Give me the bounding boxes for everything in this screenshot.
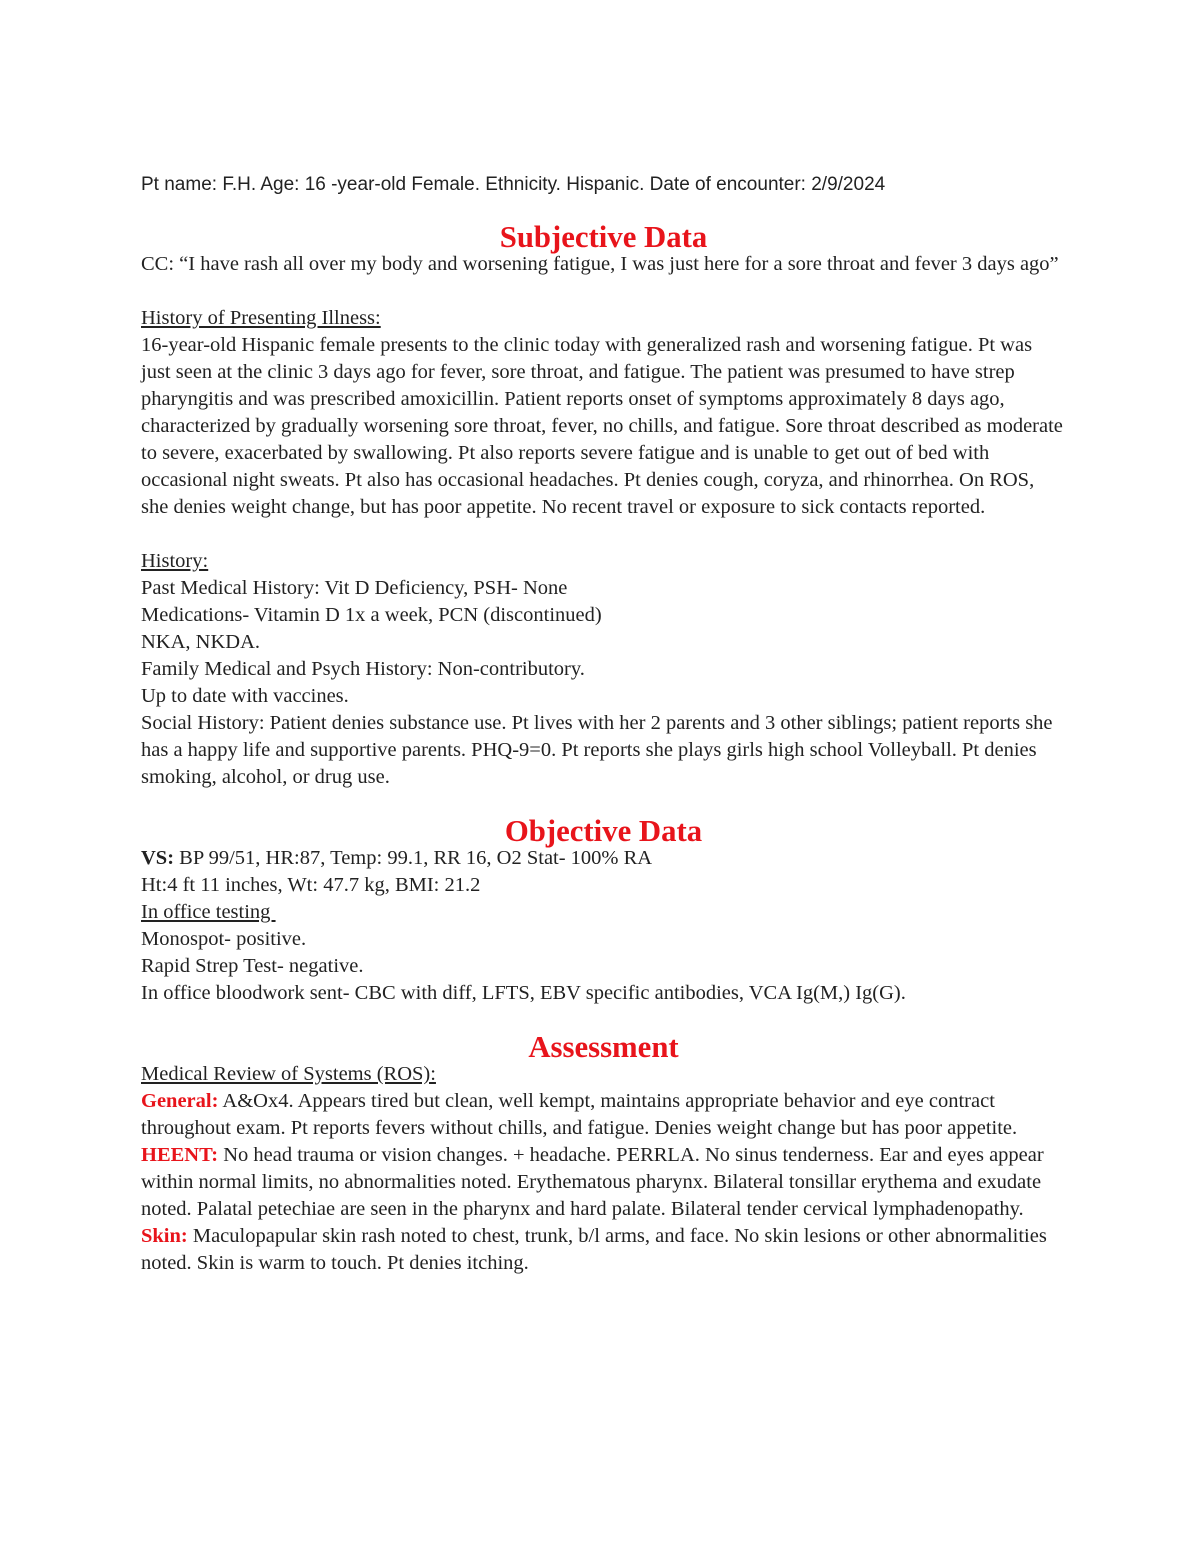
vs-text: BP 99/51, HR:87, Temp: 99.1, RR 16, O2 Stat- 100% RA: [174, 847, 653, 869]
assessment-heading: Assessment: [528, 1030, 679, 1064]
ros-skin: [141, 1223, 1066, 1277]
vital-signs: [141, 845, 1066, 872]
chief-complaint: CC: “I have rash all over my body and worsening fatigue, I was just here for a sore throat and fever 3 days ago”: [141, 253, 1059, 275]
test-bloodwork: In office bloodwork sent- CBC with diff, LFTS, EBV specific antibodies, VCA Ig(M,) Ig(G).: [141, 982, 906, 1004]
general-text: A&Ox4. Appears tired but clean, well kempt, maintains appropriate behavior and eye contract throughout exam. Pt reports fevers without chills, and fatigue. Denies weight change but has poor appetite.: [141, 1090, 1018, 1139]
general-label: General:: [141, 1090, 219, 1112]
vs-label: VS:: [141, 847, 175, 869]
testing-title: In office testing: [141, 901, 276, 923]
spacer: [141, 521, 1066, 548]
test-monospot: Monospot- positive.: [141, 928, 307, 950]
history-line-vaccines: Up to date with vaccines.: [141, 685, 349, 707]
hpi-text: 16-year-old Hispanic female presents to the clinic today with generalized rash and worsening fatigue. Pt was just seen at the clinic 3 days ago for fever, sore throat, and fatigue. The patient was presumed to have strep pharyngitis and was prescribed amoxicillin. Patient reports onset of symptoms approximately 8 days ago, characterized by gradually worsening sore throat, fever, no chills, and fatigue. Sore throat described as moderate to severe, exacerbated by swallowing. Pt also reports severe fatigue and is unable to get out of bed with occasional night sweats. Pt also has occasional headaches. Pt denies cough, coryza, and rhinorrhea. On ROS, she denies weight change, but has poor appetite. No recent travel or exposure to sick contacts reported.: [141, 334, 1063, 518]
history-line-pmh: Past Medical History: Vit D Deficiency, PSH- None: [141, 577, 568, 599]
heent-label: HEENT:: [141, 1144, 219, 1166]
history-line-allergies: NKA, NKDA.: [141, 631, 261, 653]
history-line-social: Social History: Patient denies substance use. Pt lives with her 2 parents and 3 other siblings; patient reports she has a happy life and supportive parents. PHQ-9=0. Pt reports she plays girls high school Volleyball. Pt denies smoking, alcohol, or drug use.: [141, 712, 1053, 788]
ros-heent: [141, 1142, 1066, 1223]
note-body: [141, 220, 1066, 1277]
hpi-title: History of Presenting Illness:: [141, 307, 381, 329]
patient-info-line: Pt name: F.H. Age: 16 -year-old Female. Ethnicity. Hispanic. Date of encounter: 2/9/2024: [141, 174, 886, 195]
test-rapid-strep: Rapid Strep Test- negative.: [141, 955, 364, 977]
skin-label: Skin:: [141, 1225, 188, 1247]
ros-title: Medical Review of Systems (ROS):: [141, 1063, 436, 1085]
heent-text: No head trauma or vision changes. + headache. PERRLA. No sinus tenderness. Ear and eyes appear within normal limits, no abnormalities noted. Erythematous pharynx. Bilateral tonsillar erythema and exudate noted. Palatal petechiae are seen in the pharynx and hard palate. Bilateral tender cervical lymphadenopathy.: [141, 1144, 1044, 1220]
history-line-medications: Medications- Vitamin D 1x a week, PCN (discontinued): [141, 604, 602, 626]
measurements: Ht:4 ft 11 inches, Wt: 47.7 kg, BMI: 21.2: [141, 874, 481, 896]
history-line-family: Family Medical and Psych History: Non-contributory.: [141, 658, 585, 680]
ros-general: [141, 1088, 1066, 1142]
objective-heading: Objective Data: [504, 814, 703, 848]
skin-text: Maculopapular skin rash noted to chest, trunk, b/l arms, and face. No skin lesions or other abnormalities noted. Skin is warm to touch. Pt denies itching.: [141, 1225, 1047, 1274]
spacer: [141, 278, 1066, 305]
subjective-heading: Subjective Data: [499, 220, 708, 254]
history-title: History:: [141, 550, 209, 572]
